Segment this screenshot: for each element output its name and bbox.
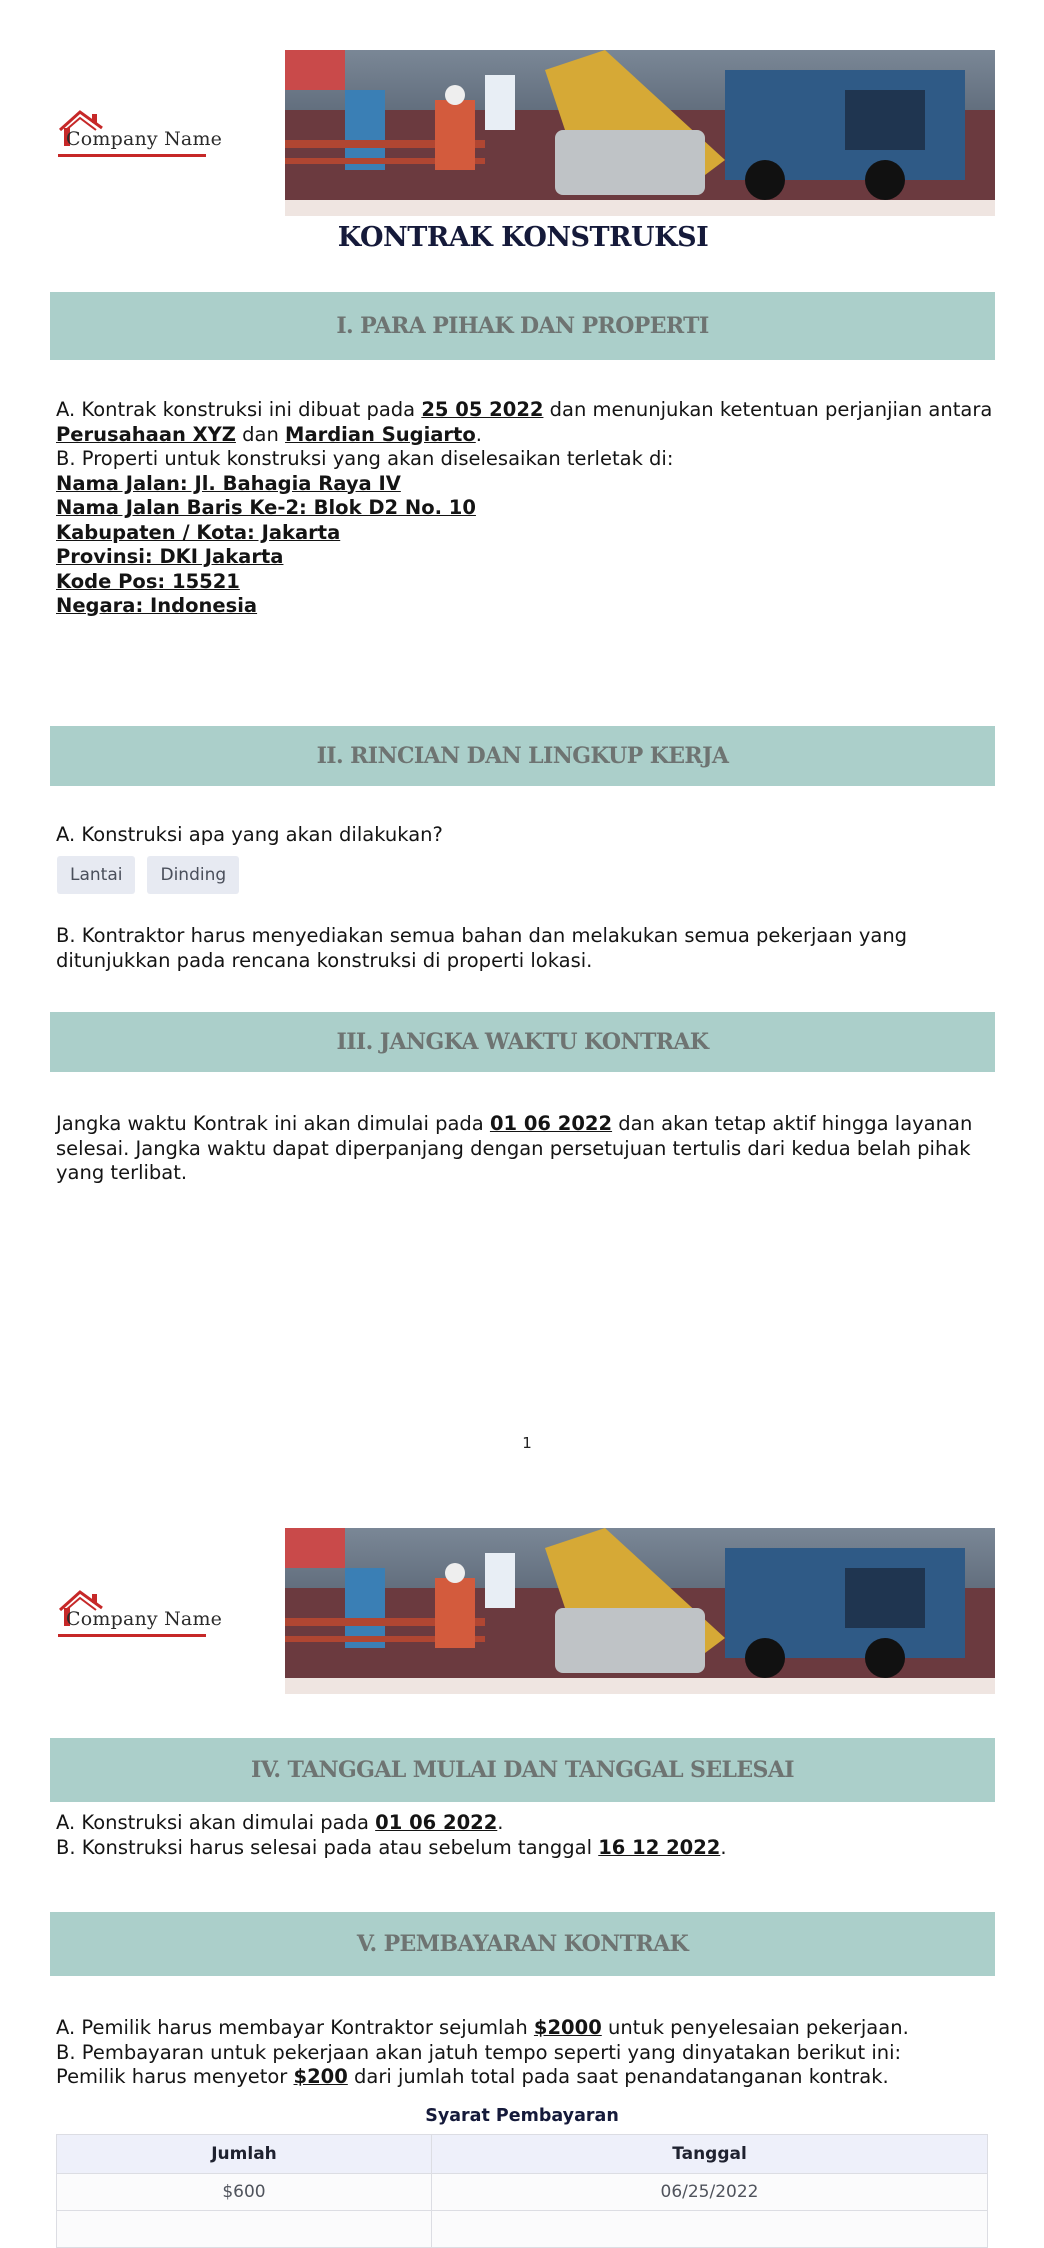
construction-site-photo [285,50,995,200]
section-4-b: B. Konstruksi harus selesai pada atau sebelum tanggal 16 12 2022. [56,1835,727,1859]
section-2-header: II. RINCIAN DAN LINGKUP KERJA [50,726,995,786]
section-5-c: Pemilik harus menyetor $200 dari jumlah total pada saat penandatanganan kontrak. [56,2065,889,2088]
table-row [57,2174,988,2211]
section-3-body: Jangka waktu Kontrak ini akan dimulai pada 01 06 2022 dan akan tetap aktif hingga layanan selesai. Jangka waktu dapat diperpanjang dengan persetujuan tertulis dari kedua belah pihak yang terlibat. [56,1112,973,1184]
section-4-header: IV. TANGGAL MULAI DAN TANGGAL SELESAI [50,1738,995,1802]
chip-lantai[interactable]: Lantai [57,856,135,894]
section-2-question: A. Konstruksi apa yang akan dilakukan? [56,823,443,846]
contract-date: 25 05 2022 [421,398,544,421]
start-date: 01 06 2022 [375,1811,498,1834]
construction-site-photo [285,1528,995,1678]
cell-empty [432,2211,988,2248]
column-header-tanggal: Tanggal [432,2135,988,2174]
company-logo [58,1588,223,1648]
total-amount: $2000 [533,2016,602,2039]
section-5-body [56,2016,996,2090]
address-line: Negara: Indonesia [56,594,258,617]
page-number: 1 [522,1434,532,1452]
cell-empty [57,2211,432,2248]
company-name: Company Name [66,1608,223,1630]
section-5-b: B. Pembayaran untuk pekerjaan akan jatuh tempo seperti yang dinyatakan berikut ini: [56,2040,902,2064]
deposit-amount: $200 [293,2065,348,2088]
section-2-b: B. Kontraktor harus menyediakan semua bahan dan melakukan semua pekerjaan yang ditunjukkan pada rencana konstruksi di properti lokasi. [56,924,908,972]
address-line: Kabupaten / Kota: Jakarta [56,520,341,544]
table-row [57,2211,988,2248]
table-header-row [57,2135,988,2174]
address-line: Kode Pos: 15521 [56,569,240,593]
chip-dinding[interactable]: Dinding [147,856,239,894]
section-4-body [56,1811,996,1860]
section-1-a: A. Kontrak konstruksi ini dibuat pada 25 05 2022 dan menunjukan ketentuan perjanjian antara Perusahaan XYZ dan Mardian Sugiarto. [56,398,993,446]
term-start-date: 01 06 2022 [489,1112,613,1135]
section-1-body [56,398,996,619]
company-name: Company Name [66,128,223,150]
cell-amount: $600 [57,2174,432,2211]
header-banner-image [285,1528,995,1694]
header-banner-image [285,50,995,216]
section-5-header: V. PEMBAYARAN KONTRAK [50,1912,995,1976]
section-4-a: A. Konstruksi akan dimulai pada 01 06 2022. [56,1811,504,1834]
address-line: Nama Jalan: Jl. Bahagia Raya IV [56,471,401,495]
payment-table [56,2134,988,2248]
document-title: KONTRAK KONSTRUKSI [337,222,709,253]
party-2: Mardian Sugiarto [285,422,476,446]
payment-table-title: Syarat Pembayaran [425,2106,619,2126]
column-header-jumlah: Jumlah [57,2135,432,2174]
section-3-header: III. JANGKA WAKTU KONTRAK [50,1012,995,1072]
logo-underline [58,154,206,157]
construction-type-chips [57,856,251,894]
address-line: Provinsi: DKI Jakarta [56,545,284,568]
section-5-a: A. Pemilik harus membayar Kontraktor sejumlah $2000 untuk penyelesaian pekerjaan. [56,2016,909,2039]
section-1-header: I. PARA PIHAK DAN PROPERTI [50,292,995,360]
address-line: Nama Jalan Baris Ke-2: Blok D2 No. 10 [56,496,476,519]
party-1: Perusahaan XYZ [56,422,236,446]
section-1-b: B. Properti untuk konstruksi yang akan diselesaikan terletak di: [56,447,674,470]
company-logo [58,108,223,168]
end-date: 16 12 2022 [598,1835,721,1859]
logo-underline [58,1634,206,1637]
cell-date: 06/25/2022 [432,2174,988,2211]
